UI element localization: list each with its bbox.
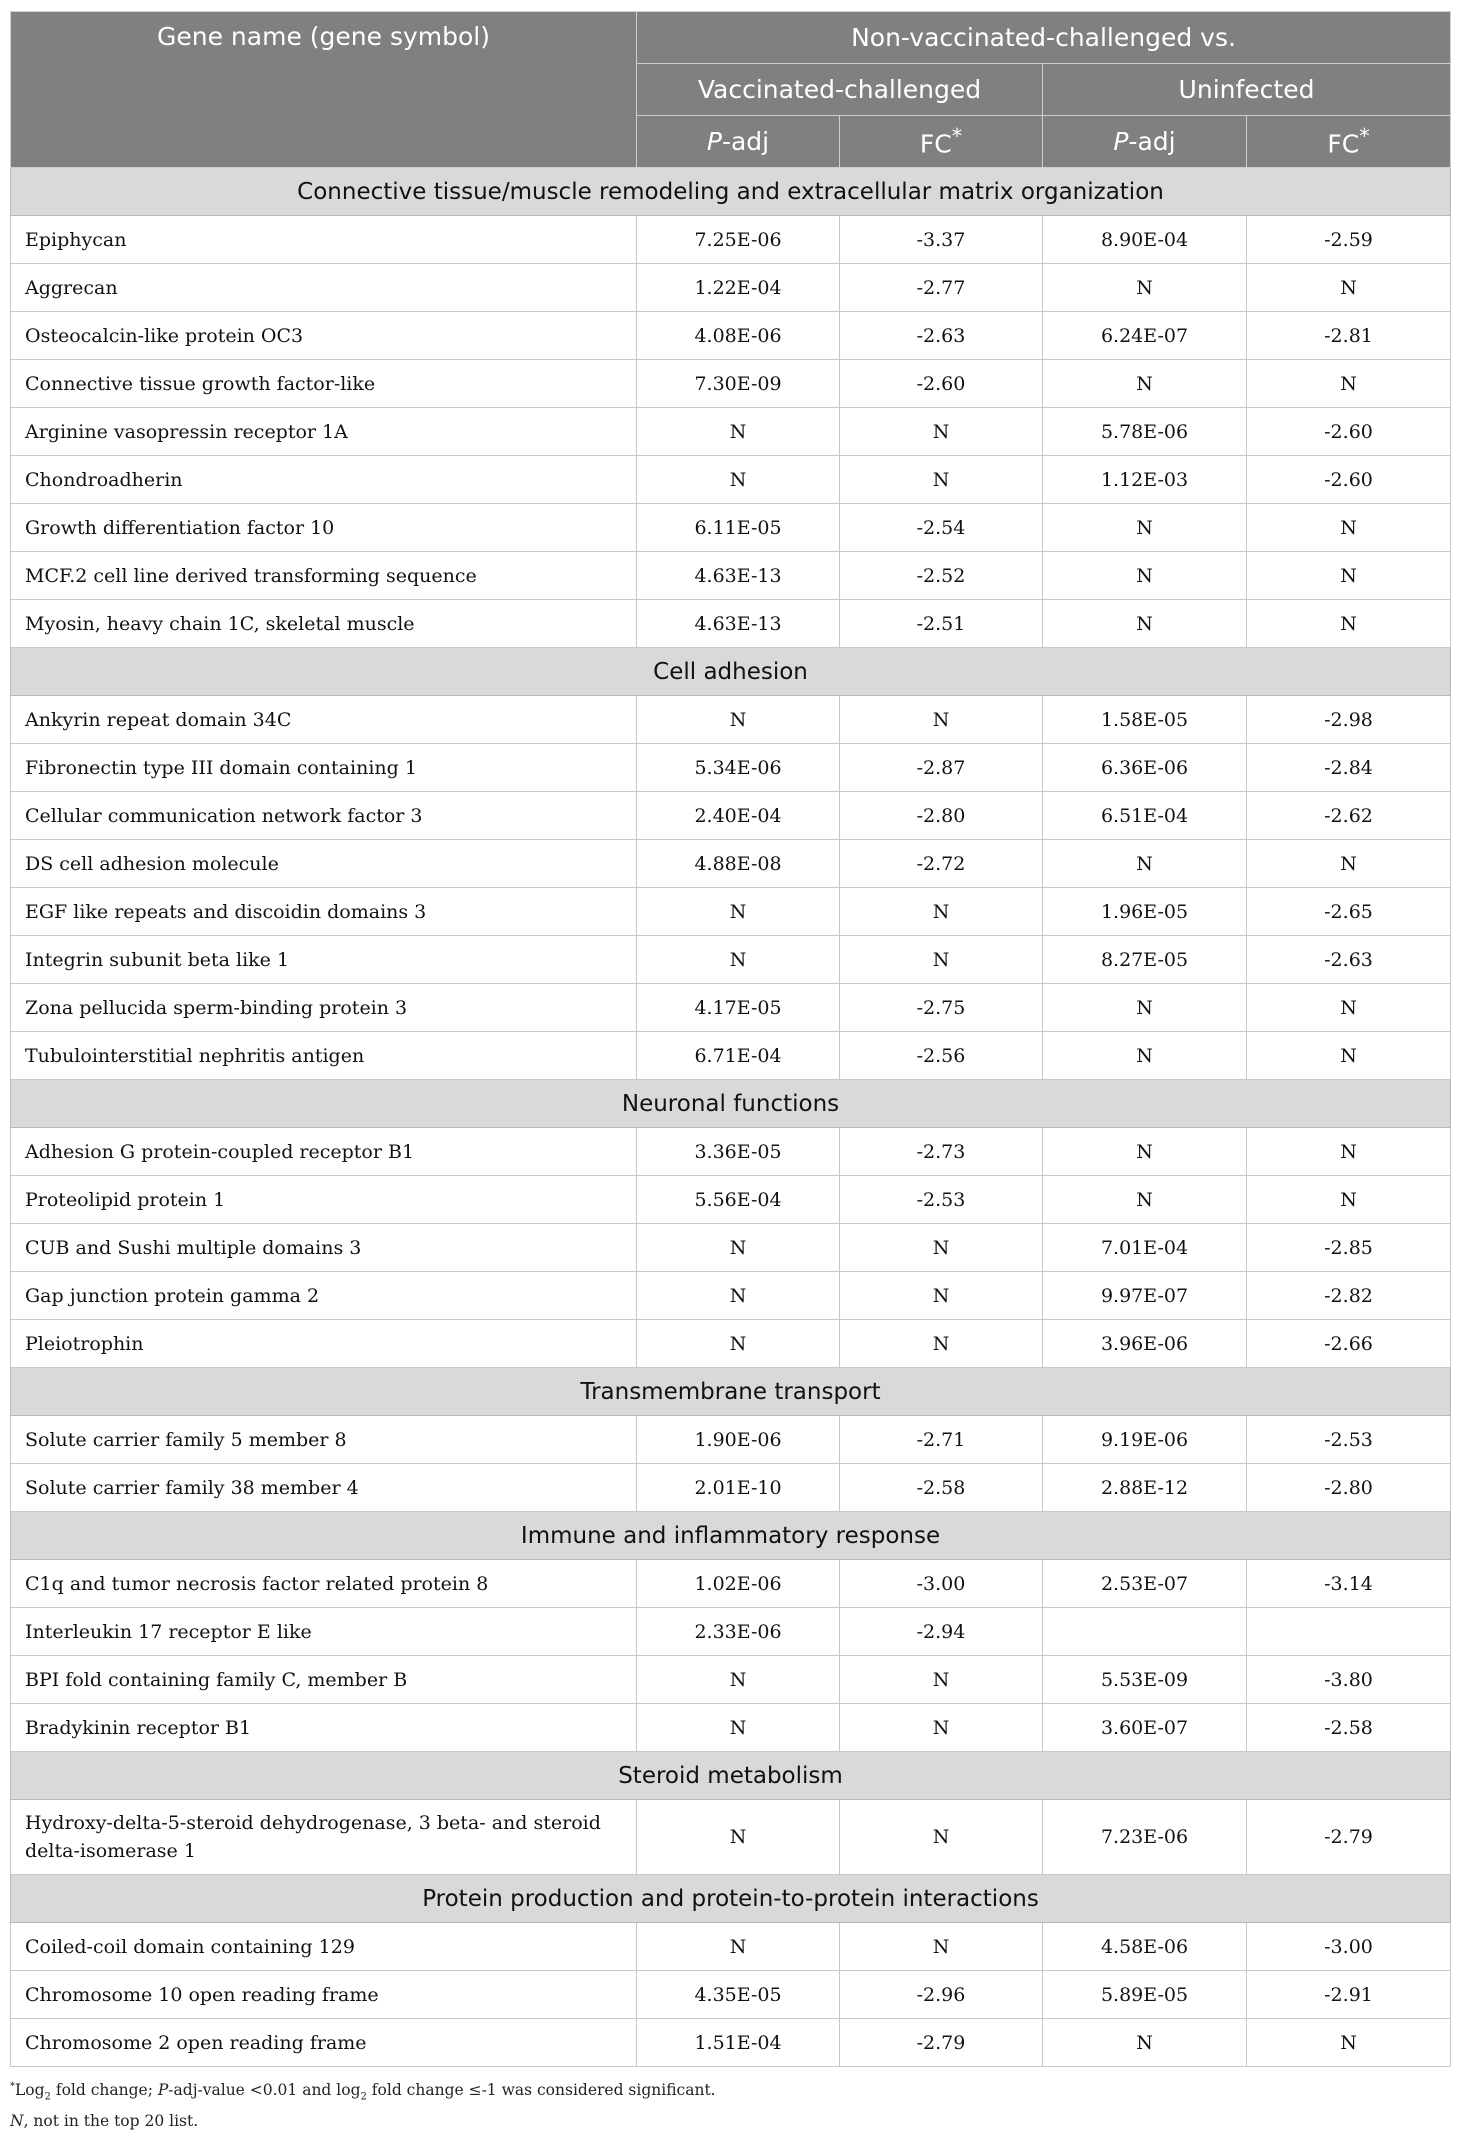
section-title: Neuronal functions bbox=[11, 1080, 1451, 1128]
uninfected-fc-cell: -2.85 bbox=[1247, 1224, 1451, 1272]
vaccinated-fc-cell: N bbox=[840, 1704, 1043, 1752]
vaccinated-padj-cell: N bbox=[637, 696, 840, 744]
vaccinated-padj-cell: 7.30E-09 bbox=[637, 360, 840, 408]
vaccinated-padj-cell: 4.17E-05 bbox=[637, 984, 840, 1032]
uninfected-fc-cell: -3.80 bbox=[1247, 1656, 1451, 1704]
section-row bbox=[11, 1368, 1451, 1416]
table-row bbox=[11, 888, 1451, 936]
section-row bbox=[11, 168, 1451, 216]
uninfected-padj-cell: N bbox=[1043, 600, 1247, 648]
gene-name-cell: MCF.2 cell line derived transforming sequence bbox=[11, 552, 637, 600]
uninfected-fc-cell: N bbox=[1247, 2019, 1451, 2067]
uninfected-fc-cell: -2.60 bbox=[1247, 408, 1451, 456]
uninfected-padj-cell: 1.58E-05 bbox=[1043, 696, 1247, 744]
vaccinated-fc-cell: -2.75 bbox=[840, 984, 1043, 1032]
gene-name-cell: Epiphycan bbox=[11, 216, 637, 264]
uninfected-padj-cell: N bbox=[1043, 984, 1247, 1032]
section-title: Connective tissue/muscle remodeling and extracellular matrix organization bbox=[11, 168, 1451, 216]
vaccinated-padj-cell: N bbox=[637, 888, 840, 936]
table-row bbox=[11, 1032, 1451, 1080]
uninfected-fc-cell: N bbox=[1247, 264, 1451, 312]
vaccinated-padj-cell: 1.02E-06 bbox=[637, 1560, 840, 1608]
gene-name-cell: EGF like repeats and discoidin domains 3 bbox=[11, 888, 637, 936]
uninfected-padj-cell: 7.23E-06 bbox=[1043, 1800, 1247, 1875]
vaccinated-padj-cell: 4.35E-05 bbox=[637, 1971, 840, 2019]
uninfected-fc-cell: N bbox=[1247, 1032, 1451, 1080]
gene-name-cell: Chromosome 10 open reading frame bbox=[11, 1971, 637, 2019]
vaccinated-padj-cell: 1.90E-06 bbox=[637, 1416, 840, 1464]
uninfected-fc-cell: -2.63 bbox=[1247, 936, 1451, 984]
section-row bbox=[11, 1875, 1451, 1923]
vaccinated-fc-cell: -2.72 bbox=[840, 840, 1043, 888]
table-row bbox=[11, 1224, 1451, 1272]
table-row bbox=[11, 456, 1451, 504]
gene-name-cell: Zona pellucida sperm-binding protein 3 bbox=[11, 984, 637, 1032]
gene-name-cell: Hydroxy-delta-5-steroid dehydrogenase, 3 beta- and steroid delta-isomerase 1 bbox=[11, 1800, 637, 1875]
padj-header-2: P-adj bbox=[1043, 116, 1247, 168]
section-row bbox=[11, 648, 1451, 696]
section-row bbox=[11, 1080, 1451, 1128]
uninfected-fc-cell: N bbox=[1247, 984, 1451, 1032]
footnote-n-definition: N, not in the top 20 list. bbox=[10, 2112, 199, 2131]
vaccinated-padj-cell: 1.51E-04 bbox=[637, 2019, 840, 2067]
table-container bbox=[10, 11, 1450, 2133]
uninfected-fc-cell: -2.82 bbox=[1247, 1272, 1451, 1320]
vaccinated-padj-cell: 2.40E-04 bbox=[637, 792, 840, 840]
uninfected-fc-cell: -2.91 bbox=[1247, 1971, 1451, 2019]
uninfected-padj-cell: N bbox=[1043, 1176, 1247, 1224]
table-row bbox=[11, 1656, 1451, 1704]
gene-name-cell: Solute carrier family 5 member 8 bbox=[11, 1416, 637, 1464]
vaccinated-fc-cell: -2.53 bbox=[840, 1176, 1043, 1224]
uninfected-fc-cell: -2.84 bbox=[1247, 744, 1451, 792]
table-header bbox=[11, 12, 1451, 168]
footnote-significance: *Log$_2$ fold change; P-adj-value <0.01 and $\log_2$ fold change ≤-1 was considered significant. bbox=[10, 2081, 716, 2103]
vaccinated-fc-cell: N bbox=[840, 696, 1043, 744]
gene-name-cell: Tubulointerstitial nephritis antigen bbox=[11, 1032, 637, 1080]
gene-column-header: Gene name (gene symbol) bbox=[11, 12, 637, 168]
table-row bbox=[11, 2019, 1451, 2067]
uninfected-fc-cell: -2.62 bbox=[1247, 792, 1451, 840]
vaccinated-fc-cell: N bbox=[840, 1923, 1043, 1971]
uninfected-padj-cell: 3.96E-06 bbox=[1043, 1320, 1247, 1368]
section-row bbox=[11, 1752, 1451, 1800]
uninfected-padj-cell: 9.19E-06 bbox=[1043, 1416, 1247, 1464]
group-vaccinated-header: Vaccinated-challenged bbox=[637, 64, 1043, 116]
vaccinated-fc-cell: N bbox=[840, 1224, 1043, 1272]
gene-name-cell: Cellular communication network factor 3 bbox=[11, 792, 637, 840]
uninfected-fc-cell: -2.59 bbox=[1247, 216, 1451, 264]
uninfected-padj-cell: N bbox=[1043, 552, 1247, 600]
uninfected-fc-cell: N bbox=[1247, 360, 1451, 408]
table-row bbox=[11, 312, 1451, 360]
gene-name-cell: CUB and Sushi multiple domains 3 bbox=[11, 1224, 637, 1272]
uninfected-padj-cell: 5.89E-05 bbox=[1043, 1971, 1247, 2019]
section-title: Immune and inflammatory response bbox=[11, 1512, 1451, 1560]
vaccinated-fc-cell: -3.00 bbox=[840, 1560, 1043, 1608]
gene-name-cell: Fibronectin type III domain containing 1 bbox=[11, 744, 637, 792]
vaccinated-fc-cell: N bbox=[840, 1800, 1043, 1875]
vaccinated-padj-cell: N bbox=[637, 1320, 840, 1368]
uninfected-padj-cell: 8.27E-05 bbox=[1043, 936, 1247, 984]
section-title: Transmembrane transport bbox=[11, 1368, 1451, 1416]
vaccinated-padj-cell: 5.34E-06 bbox=[637, 744, 840, 792]
gene-name-cell: Bradykinin receptor B1 bbox=[11, 1704, 637, 1752]
uninfected-fc-cell: -2.60 bbox=[1247, 456, 1451, 504]
vaccinated-fc-cell: N bbox=[840, 456, 1043, 504]
vaccinated-fc-cell: -2.51 bbox=[840, 600, 1043, 648]
vaccinated-padj-cell: 4.63E-13 bbox=[637, 600, 840, 648]
results-table bbox=[10, 11, 1451, 2067]
vaccinated-fc-cell: -2.71 bbox=[840, 1416, 1043, 1464]
table-row bbox=[11, 984, 1451, 1032]
uninfected-padj-cell: 6.36E-06 bbox=[1043, 744, 1247, 792]
fc-header-1: FC* bbox=[840, 116, 1043, 168]
uninfected-fc-cell: -2.53 bbox=[1247, 1416, 1451, 1464]
section-row bbox=[11, 1512, 1451, 1560]
fc-header-2: FC* bbox=[1247, 116, 1451, 168]
gene-name-cell: Pleiotrophin bbox=[11, 1320, 637, 1368]
gene-name-cell: Connective tissue growth factor-like bbox=[11, 360, 637, 408]
gene-name-cell: Arginine vasopressin receptor 1A bbox=[11, 408, 637, 456]
uninfected-padj-cell: N bbox=[1043, 1128, 1247, 1176]
table-row bbox=[11, 504, 1451, 552]
gene-name-cell: Adhesion G protein-coupled receptor B1 bbox=[11, 1128, 637, 1176]
vaccinated-padj-cell: N bbox=[637, 1923, 840, 1971]
section-title: Protein production and protein-to-protein interactions bbox=[11, 1875, 1451, 1923]
uninfected-fc-cell: N bbox=[1247, 840, 1451, 888]
uninfected-fc-cell bbox=[1247, 1608, 1451, 1656]
uninfected-fc-cell: N bbox=[1247, 600, 1451, 648]
uninfected-fc-cell: N bbox=[1247, 1176, 1451, 1224]
uninfected-fc-cell: -2.80 bbox=[1247, 1464, 1451, 1512]
table-row bbox=[11, 1176, 1451, 1224]
table-footnotes bbox=[10, 2075, 1450, 2133]
table-row bbox=[11, 552, 1451, 600]
table-row bbox=[11, 1971, 1451, 2019]
uninfected-padj-cell: 4.58E-06 bbox=[1043, 1923, 1247, 1971]
gene-name-cell: Aggrecan bbox=[11, 264, 637, 312]
table-row bbox=[11, 216, 1451, 264]
uninfected-padj-cell: N bbox=[1043, 360, 1247, 408]
gene-name-cell: BPI fold containing family C, member B bbox=[11, 1656, 637, 1704]
uninfected-fc-cell: -2.79 bbox=[1247, 1800, 1451, 1875]
vaccinated-padj-cell: 2.33E-06 bbox=[637, 1608, 840, 1656]
group-uninfected-header: Uninfected bbox=[1043, 64, 1451, 116]
vaccinated-fc-cell: -2.96 bbox=[840, 1971, 1043, 2019]
uninfected-padj-cell: 7.01E-04 bbox=[1043, 1224, 1247, 1272]
table-row bbox=[11, 840, 1451, 888]
gene-name-cell: Chromosome 2 open reading frame bbox=[11, 2019, 637, 2067]
vaccinated-fc-cell: -2.87 bbox=[840, 744, 1043, 792]
uninfected-padj-cell: 6.24E-07 bbox=[1043, 312, 1247, 360]
vaccinated-padj-cell: N bbox=[637, 1800, 840, 1875]
vaccinated-fc-cell: N bbox=[840, 408, 1043, 456]
table-body bbox=[11, 168, 1451, 2067]
gene-name-cell: Coiled-coil domain containing 129 bbox=[11, 1923, 637, 1971]
gene-name-cell: DS cell adhesion molecule bbox=[11, 840, 637, 888]
uninfected-fc-cell: -2.66 bbox=[1247, 1320, 1451, 1368]
uninfected-padj-cell: 8.90E-04 bbox=[1043, 216, 1247, 264]
vaccinated-padj-cell: 5.56E-04 bbox=[637, 1176, 840, 1224]
table-row bbox=[11, 1320, 1451, 1368]
table-row bbox=[11, 1464, 1451, 1512]
uninfected-padj-cell: N bbox=[1043, 2019, 1247, 2067]
gene-name-cell: Interleukin 17 receptor E like bbox=[11, 1608, 637, 1656]
gene-name-cell: Proteolipid protein 1 bbox=[11, 1176, 637, 1224]
gene-name-cell: Integrin subunit beta like 1 bbox=[11, 936, 637, 984]
table-row bbox=[11, 744, 1451, 792]
uninfected-fc-cell: N bbox=[1247, 504, 1451, 552]
uninfected-padj-cell: 5.78E-06 bbox=[1043, 408, 1247, 456]
vaccinated-padj-cell: 2.01E-10 bbox=[637, 1464, 840, 1512]
table-row bbox=[11, 1272, 1451, 1320]
vaccinated-padj-cell: N bbox=[637, 1656, 840, 1704]
gene-name-cell: Solute carrier family 38 member 4 bbox=[11, 1464, 637, 1512]
vaccinated-padj-cell: N bbox=[637, 1272, 840, 1320]
vaccinated-padj-cell: 1.22E-04 bbox=[637, 264, 840, 312]
gene-name-cell: Chondroadherin bbox=[11, 456, 637, 504]
vaccinated-fc-cell: N bbox=[840, 1320, 1043, 1368]
uninfected-fc-cell: -2.65 bbox=[1247, 888, 1451, 936]
uninfected-padj-cell: 6.51E-04 bbox=[1043, 792, 1247, 840]
vaccinated-padj-cell: 4.88E-08 bbox=[637, 840, 840, 888]
vaccinated-fc-cell: -2.94 bbox=[840, 1608, 1043, 1656]
vaccinated-padj-cell: 6.71E-04 bbox=[637, 1032, 840, 1080]
uninfected-padj-cell bbox=[1043, 1608, 1247, 1656]
comparison-header: Non-vaccinated-challenged vs. bbox=[637, 12, 1451, 64]
uninfected-padj-cell: 9.97E-07 bbox=[1043, 1272, 1247, 1320]
uninfected-padj-cell: 1.12E-03 bbox=[1043, 456, 1247, 504]
uninfected-padj-cell: N bbox=[1043, 1032, 1247, 1080]
vaccinated-fc-cell: -2.58 bbox=[840, 1464, 1043, 1512]
vaccinated-fc-cell: N bbox=[840, 936, 1043, 984]
vaccinated-fc-cell: -2.56 bbox=[840, 1032, 1043, 1080]
vaccinated-padj-cell: 4.08E-06 bbox=[637, 312, 840, 360]
gene-name-cell: Growth differentiation factor 10 bbox=[11, 504, 637, 552]
table-row bbox=[11, 936, 1451, 984]
table-row bbox=[11, 600, 1451, 648]
table-row bbox=[11, 360, 1451, 408]
vaccinated-fc-cell: -2.77 bbox=[840, 264, 1043, 312]
vaccinated-padj-cell: 3.36E-05 bbox=[637, 1128, 840, 1176]
vaccinated-padj-cell: N bbox=[637, 456, 840, 504]
vaccinated-padj-cell: 4.63E-13 bbox=[637, 552, 840, 600]
gene-name-cell: Myosin, heavy chain 1C, skeletal muscle bbox=[11, 600, 637, 648]
vaccinated-fc-cell: N bbox=[840, 1272, 1043, 1320]
vaccinated-padj-cell: 6.11E-05 bbox=[637, 504, 840, 552]
table-row bbox=[11, 1128, 1451, 1176]
table-row bbox=[11, 1608, 1451, 1656]
uninfected-padj-cell: 1.96E-05 bbox=[1043, 888, 1247, 936]
uninfected-padj-cell: N bbox=[1043, 840, 1247, 888]
uninfected-padj-cell: 5.53E-09 bbox=[1043, 1656, 1247, 1704]
uninfected-fc-cell: -3.14 bbox=[1247, 1560, 1451, 1608]
vaccinated-fc-cell: -2.79 bbox=[840, 2019, 1043, 2067]
vaccinated-fc-cell: -2.73 bbox=[840, 1128, 1043, 1176]
table-row bbox=[11, 264, 1451, 312]
uninfected-padj-cell: 2.53E-07 bbox=[1043, 1560, 1247, 1608]
vaccinated-padj-cell: N bbox=[637, 936, 840, 984]
vaccinated-fc-cell: -2.52 bbox=[840, 552, 1043, 600]
table-row bbox=[11, 1800, 1451, 1875]
gene-name-cell: Ankyrin repeat domain 34C bbox=[11, 696, 637, 744]
vaccinated-fc-cell: -2.54 bbox=[840, 504, 1043, 552]
uninfected-padj-cell: N bbox=[1043, 504, 1247, 552]
uninfected-fc-cell: -2.81 bbox=[1247, 312, 1451, 360]
table-row bbox=[11, 1560, 1451, 1608]
uninfected-padj-cell: 3.60E-07 bbox=[1043, 1704, 1247, 1752]
vaccinated-fc-cell: N bbox=[840, 1656, 1043, 1704]
vaccinated-fc-cell: N bbox=[840, 888, 1043, 936]
padj-header-1: P-adj bbox=[637, 116, 840, 168]
table-row bbox=[11, 408, 1451, 456]
uninfected-fc-cell: -3.00 bbox=[1247, 1923, 1451, 1971]
table-row bbox=[11, 696, 1451, 744]
vaccinated-padj-cell: N bbox=[637, 1704, 840, 1752]
vaccinated-fc-cell: -2.63 bbox=[840, 312, 1043, 360]
uninfected-fc-cell: -2.98 bbox=[1247, 696, 1451, 744]
section-title: Cell adhesion bbox=[11, 648, 1451, 696]
vaccinated-fc-cell: -2.80 bbox=[840, 792, 1043, 840]
uninfected-padj-cell: N bbox=[1043, 264, 1247, 312]
section-title: Steroid metabolism bbox=[11, 1752, 1451, 1800]
vaccinated-fc-cell: -2.60 bbox=[840, 360, 1043, 408]
gene-name-cell: C1q and tumor necrosis factor related protein 8 bbox=[11, 1560, 637, 1608]
table-row bbox=[11, 1704, 1451, 1752]
gene-name-cell: Gap junction protein gamma 2 bbox=[11, 1272, 637, 1320]
table-row bbox=[11, 1416, 1451, 1464]
gene-name-cell: Osteocalcin-like protein OC3 bbox=[11, 312, 637, 360]
vaccinated-padj-cell: N bbox=[637, 1224, 840, 1272]
vaccinated-padj-cell: 7.25E-06 bbox=[637, 216, 840, 264]
uninfected-padj-cell: 2.88E-12 bbox=[1043, 1464, 1247, 1512]
table-row bbox=[11, 792, 1451, 840]
table-row bbox=[11, 1923, 1451, 1971]
uninfected-fc-cell: N bbox=[1247, 1128, 1451, 1176]
vaccinated-fc-cell: -3.37 bbox=[840, 216, 1043, 264]
uninfected-fc-cell: -2.58 bbox=[1247, 1704, 1451, 1752]
vaccinated-padj-cell: N bbox=[637, 408, 840, 456]
uninfected-fc-cell: N bbox=[1247, 552, 1451, 600]
